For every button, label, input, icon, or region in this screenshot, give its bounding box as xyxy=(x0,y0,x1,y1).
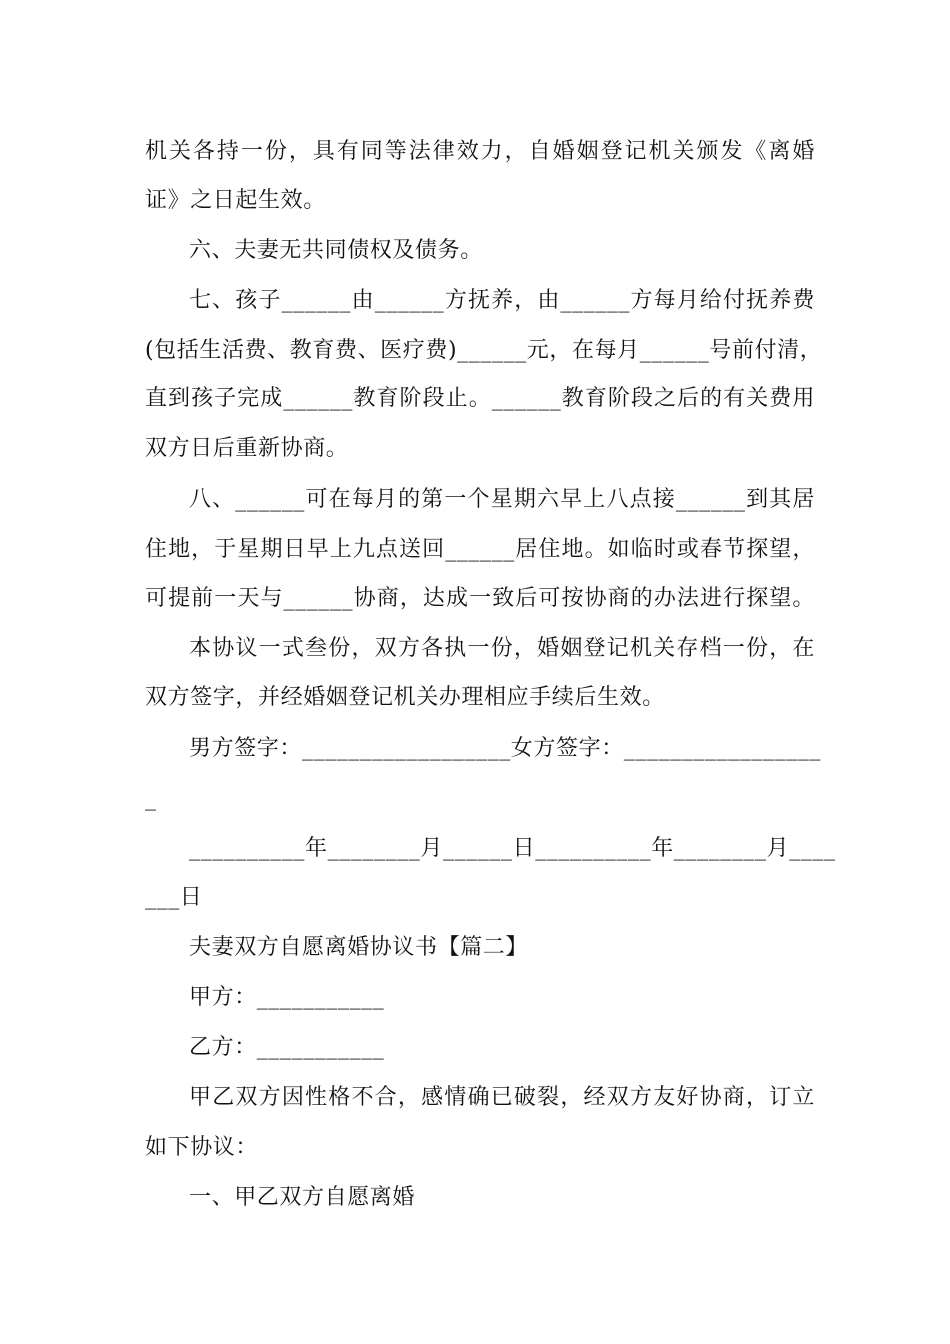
clause-6: 六、夫妻无共同债权及债务。 xyxy=(189,238,483,263)
copies-clause-line-1: 本协议一式叁份，双方各执一份，婚姻登记机关存档一份，在 xyxy=(189,636,815,661)
clause-8-line-3: 可提前一天与______协商，达成一致后可按协商的办法进行探望。 xyxy=(145,586,815,611)
intro-paragraph-line-2: 如下协议： xyxy=(145,1135,259,1160)
clause-7-line-1: 七、孩子______由______方抚养，由______方每月给付抚养费 xyxy=(189,288,815,313)
party-b-field: 乙方：___________ xyxy=(189,1035,385,1060)
section-heading-part-two: 夫妻双方自愿离婚协议书【篇二】 xyxy=(189,935,529,960)
clause-8-line-1: 八、______可在每月的第一个星期六早上八点接______到其居 xyxy=(189,487,815,512)
date-line-overflow: ___日 xyxy=(145,885,203,910)
signature-line-overflow: _ xyxy=(145,786,157,811)
clause-8-line-2: 住地，于星期日早上九点送回______居住地。如临时或春节探望， xyxy=(145,537,815,562)
clause-7-line-2: (包括生活费、教育费、医疗费)______元，在每月______号前付清， xyxy=(145,338,823,363)
date-line: __________年________月______日__________年________月____ xyxy=(189,836,836,861)
intro-paragraph-line-1: 甲乙双方因性格不合，感情确已破裂，经双方友好协商，订立 xyxy=(189,1085,815,1110)
paragraph-5-line-1: 机关各持一份，具有同等法律效力，自婚姻登记机关颁发《离婚 xyxy=(145,139,815,164)
party-a-field: 甲方：___________ xyxy=(189,985,385,1010)
clause-1: 一、甲乙双方自愿离婚 xyxy=(189,1185,416,1210)
paragraph-5-line-2: 证》之日起生效。 xyxy=(145,188,326,213)
clause-7-line-4: 双方日后重新协商。 xyxy=(145,436,349,461)
clause-7-line-3: 直到孩子完成______教育阶段止。______教育阶段之后的有关费用 xyxy=(145,386,815,411)
copies-clause-line-2: 双方签字，并经婚姻登记机关办理相应手续后生效。 xyxy=(145,685,665,710)
signature-line: 男方签字：__________________女方签字：_________________ xyxy=(189,736,822,761)
